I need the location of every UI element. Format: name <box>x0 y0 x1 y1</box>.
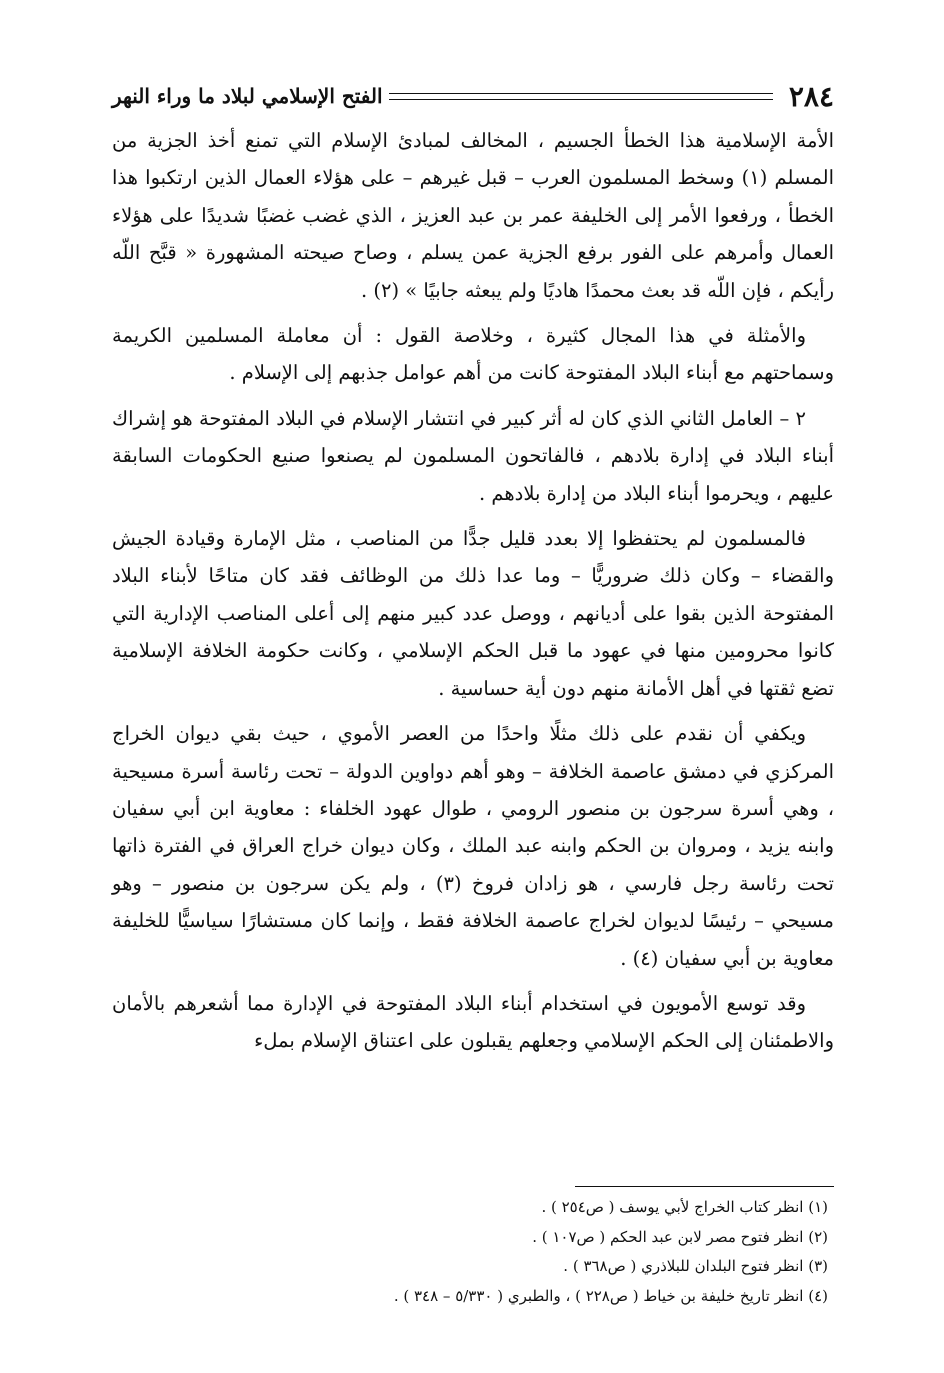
footnote-1: (١) انظر كتاب الخراج لأبي يوسف ( ص٢٥٤ ) . <box>541 1198 828 1216</box>
paragraph-1: الأمة الإسلامية هذا الخطأ الجسيم ، المخالف لمبادئ الإسلام التي تمنع أخذ الجزية من المسلم (١) وسخط المسلمون العرب – قبل غيرهم – على هؤلاء العمال الذين ارتكبوا هذا الخطأ ، ورفعوا الأمر إلى الخليفة عمر بن عبد العزيز ، الذي غضب غضبًا شديدًا على هؤلاء العمال وأمرهم على الفور برفع الجزية عمن يسلم ، وصاح صيحته المشهورة « قبَّح اللّه رأيكم ، فإن اللّه قد بعث محمدًا هاديًا ولم يبعثه جابيًا » (٢) . <box>112 129 834 302</box>
footnotes <box>112 1193 828 1311</box>
paragraph-3: ٢ – العامل الثاني الذي كان له أثر كبير في انتشار الإسلام في البلاد المفتوحة هو إشراك أبناء البلاد في إدارة بلادهم ، فالفاتحون المسلمون لم يصنعوا صنيع الحكومات السابقة عليهم ، ويحرموا أبناء البلاد من إدارة بلادهم . <box>112 406 834 505</box>
page-number: ٢٨٤ <box>788 79 834 113</box>
paragraph-5: ويكفي أن نقدم على ذلك مثلًا واحدًا من العصر الأموي ، حيث بقي ديوان الخراج المركزي في دمشق عاصمة الخلافة – وهو أهم دواوين الدولة – تحت رئاسة أسرة مسيحية ، وهي أسرة سرجون بن منصور الرومي ، طوال عهود الخلفاء : معاوية ابن أبي سفيان وابنه يزيد ، ومروان بن الحكم وابنه عبد الملك ، وكان ديوان خراج العراق في الفترة ذاتها تحت رئاسة رجل فارسي ، هو زادان فروخ (٣) ، ولم يكن سرجون بن منصور – وهو مسيحي – رئيسًا لديوان لخراج عاصمة الخلافة فقط ، وإنما كان مستشارًا سياسيًّا للخليفة معاوية بن أبي سفيان (٤) . <box>112 722 834 970</box>
paragraph-4: فالمسلمون لم يحتفظوا إلا بعدد قليل جدًّا من المناصب ، مثل الإمارة وقيادة الجيش والقضاء – وكان ذلك ضروريًّا – وما عدا ذلك من الوظائف فقد كان متاحًا لأبناء البلاد المفتوحة الذين بقوا على أديانهم ، ووصل عدد كبير منهم إلى أعلى المناصب الإدارية التي كانوا محرومين منها في عهود ما قبل الحكم الإسلامي ، وكانت حكومة الخلافة الإسلامية تضع ثقتها في أهل الأمانة منهم دون أية حساسية . <box>112 527 834 700</box>
body-text <box>112 122 834 1068</box>
footnote-4: (٤) انظر تاريخ خليفة بن خياط ( ص٢٢٨ ) ، والطبري ( ٥/٣٣٠ – ٣٤٨ ) . <box>393 1286 828 1305</box>
footnote-2: (٢) انظر فتوح مصر لابن عبد الحكم ( ص١٠٧ ) . <box>532 1227 828 1246</box>
paragraph-6: وقد توسع الأمويون في استخدام أبناء البلاد المفتوحة في الإدارة مما أشعرهم بالأمان والاطمئنان إلى الحكم الإسلامي وجعلهم يقبلون على اعتناق الإسلام بملء <box>112 991 834 1053</box>
paragraph-2: والأمثلة في هذا المجال كثيرة ، وخلاصة القول : أن معاملة المسلمين الكريمة وسماحتهم مع أبناء البلاد المفتوحة كانت من أهم عوامل جذبهم إلى الإسلام . <box>112 324 834 385</box>
page-header <box>112 76 834 116</box>
header-double-rule <box>389 93 773 100</box>
footnote-separator <box>575 1186 834 1187</box>
footnote-3: (٣) انظر فتوح البلدان للبلاذري ( ص٣٦٨ ) . <box>563 1257 828 1275</box>
running-title: الفتح الإسلامي لبلاد ما وراء النهر <box>112 84 383 108</box>
